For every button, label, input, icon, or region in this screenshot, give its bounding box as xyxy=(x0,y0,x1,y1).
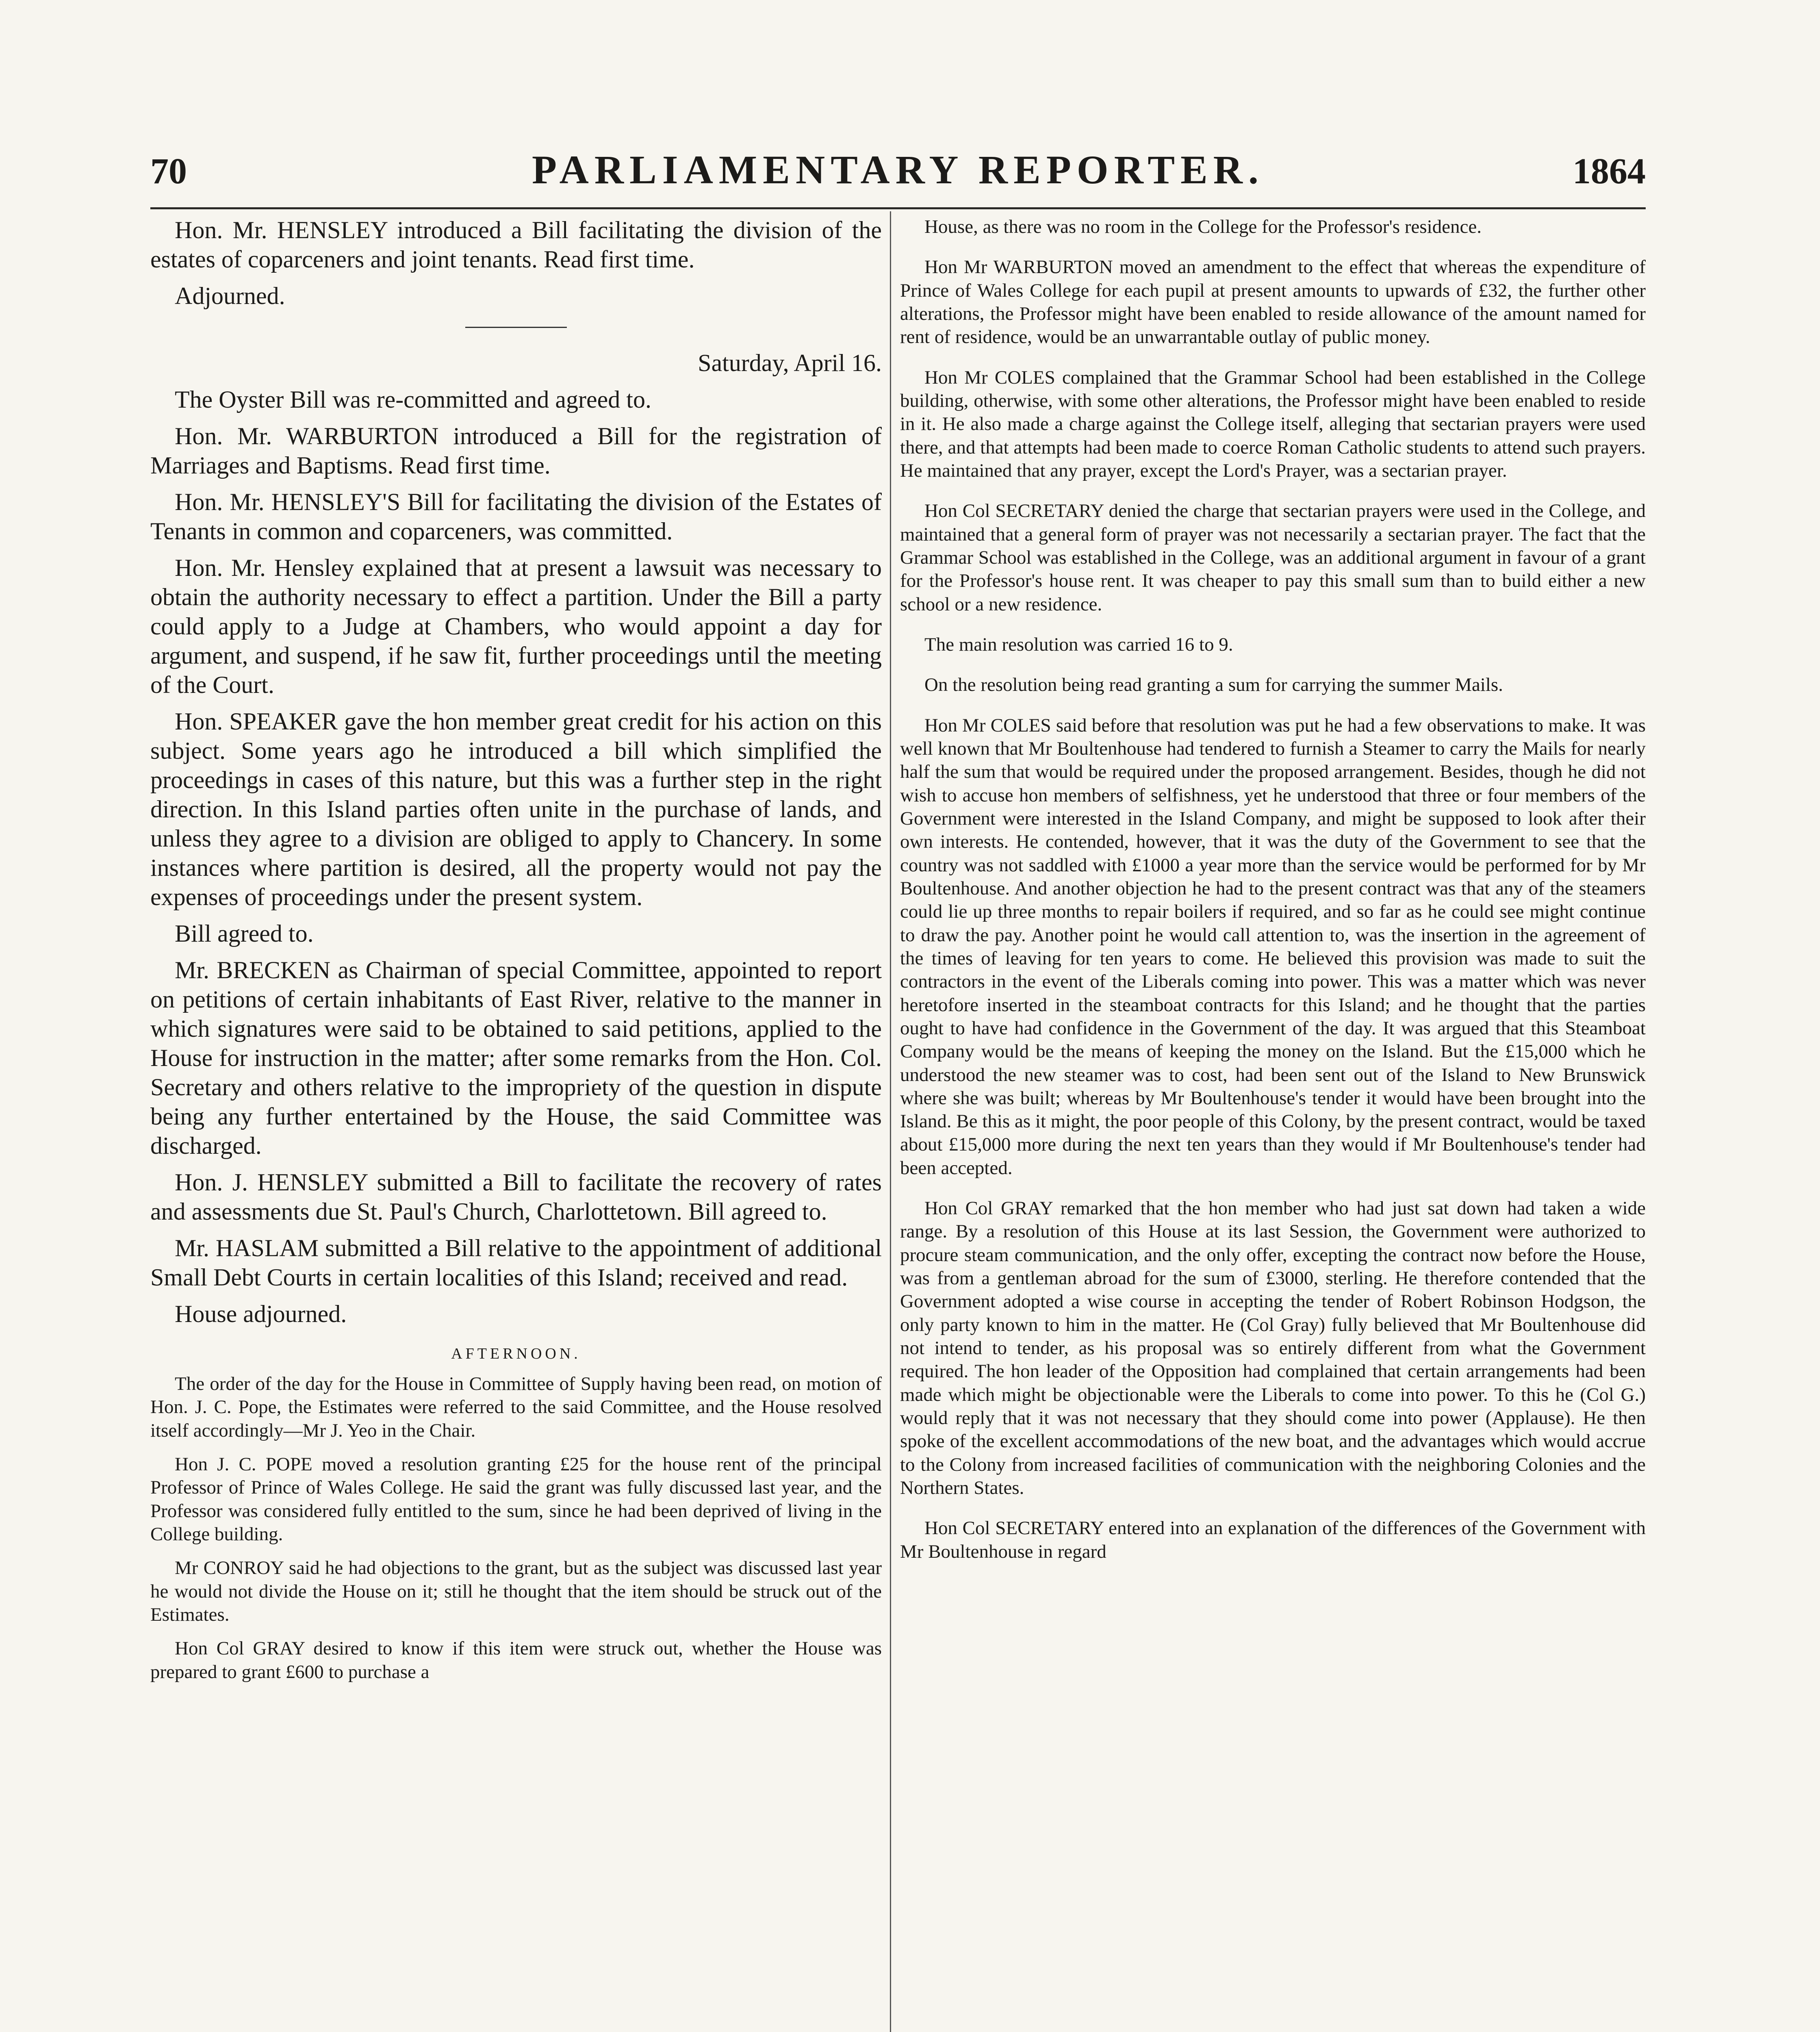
right-column xyxy=(900,215,1646,1580)
paragraph: Hon. Mr. WARBURTON introduced a Bill for the registration of Marriages and Baptisms. Read first time. xyxy=(150,423,882,479)
paragraph: Hon. Mr. HENSLEY introduced a Bill facilitating the division of the estates of coparceners and joint tenants. Read first time. xyxy=(150,217,882,273)
paragraph: The Oyster Bill was re-committed and agreed to. xyxy=(175,386,651,413)
paragraph: Hon Col SECRETARY denied the charge that sectarian prayers were used in the College, and maintained that a general form of prayer was not necessarily a sectarian prayer. The fact that the Grammar School was established in the College, was an additional argument in favour of a grant for the Professor's house rent. It was cheaper to pay this small sum than to build either a new school or a new residence. xyxy=(900,500,1646,615)
paragraph: Mr. HASLAM submitted a Bill relative to the appointment of additional Small Debt Courts in certain localities of this Island; received and read. xyxy=(150,1235,882,1291)
paragraph: Hon Mr COLES complained that the Grammar School had been established in the College building, otherwise, with some other alterations, the Professor might have been enabled to reside in it. He also made a charge against the College itself, alleging that sectarian prayers were used there, and that attempts had been made to coerce Roman Catholic students to attend such prayers. He maintained that any prayer, except the Lord's Prayer, was a sectarian prayer. xyxy=(900,367,1646,481)
header-rule xyxy=(150,207,1646,209)
paragraph: House, as there was no room in the College for the Professor's residence. xyxy=(924,216,1482,237)
paragraph: Bill agreed to. xyxy=(175,920,314,947)
paragraph: Hon. Mr. Hensley explained that at present a lawsuit was necessary to obtain the authority necessary to effect a partition. Under the Bill a party could apply to a Judge at Chambers, who would appoint a day for argument, and suspend, if he saw fit, further proceedings until the meeting of the Court. xyxy=(150,554,882,698)
paragraph: The main resolution was carried 16 to 9. xyxy=(924,634,1233,655)
column-divider xyxy=(890,211,891,2032)
paragraph: Hon Col GRAY desired to know if this item were struck out, whether the House was prepared to grant £600 to purchase a xyxy=(150,1638,882,1682)
paragraph: Mr CONROY said he had objections to the grant, but as the subject was discussed last year he would not divide the House on it; still he thought that the item should be struck out of the Estimates. xyxy=(150,1557,882,1625)
paragraph: Adjourned. xyxy=(175,282,285,309)
paragraph: Mr. BRECKEN as Chairman of special Committee, appointed to report on petitions of certain inhabitants of East River, relative to the manner in which signatures were said to be obtained to said petitions, applied to the House for instruction in the matter; after some remarks from the Hon. Col. Secretary and others relative to the impropriety of the question in dispute being any further entertained by the House, the said Committee was discharged. xyxy=(150,957,882,1159)
left-column xyxy=(150,215,882,1694)
paragraph: Hon Col SECRETARY entered into an explanation of the differences of the Government with Mr Boultenhouse in regard xyxy=(900,1517,1646,1562)
paragraph: Hon Col GRAY remarked that the hon member who had just sat down had taken a wide range. By a resolution of this House at its last Session, the Government were authorized to procure steam communication, and the only offer, excepting the contract now before the House, was from a gentleman abroad for the sum of £3000, sterling. He therefore contended that the Government adopted a wise course in accepting the tender of Robert Robinson Hodgson, the only party known to him in the matter. He (Col Gray) fully believed that Mr Boultenhouse did not intend to tender, as his proposal was so entirely different from what the Government required. The hon leader of the Opposition had complained that certain arrangements had been made which might be objectionable were the Liberals to come into power. To this he (Col G.) would reply that it was not necessary that they should come into power (Applause). He then spoke of the excellent accommodations of the new boat, and the advantages which would accrue to the Colony from increased facilities of communication with the neighboring Colonies and the Northern States. xyxy=(900,1198,1646,1499)
year: 1864 xyxy=(1573,151,1646,191)
paragraph: Hon Mr COLES said before that resolution was put he had a few observations to make. It was well known that Mr Boultenhouse had tendered to furnish a Steamer to carry the Mails for nearly half the sum that would be required under the proposed arrangement. Besides, though he did not wish to accuse hon members of selfishness, yet he understood that three or four members of the Government were interested in the Island Company, and might be supposed to look after their own interests. He contended, however, that it was the duty of the Government to see that the country was not saddled with £1000 a year more than the service would be performed for by Mr Boultenhouse. And another objection he had to the present contract was that any of the steamers could lie up three months to repair boilers if required, and so far as he could see might continue to draw the pay. Another point he would call attention to, was the insertion in the agreement of the times of leaving for ten years to come. He believed this provision was made to suit the contractors in the event of the Liberals coming into power. This was a matter which was never heretofore inserted in the steamboat contracts for this Island; and he thought that the parties ought to have had confidence in the Government of the day. It was argued that this Steamboat Company would be the means of keeping the money on the Island. But the £15,000 which he understood the new steamer was to cost, had been sent out of the Island to New Brunswick where she was built; whereas by Mr Boultenhouse's tender it would have been brought into the Island. Be this as it might, the poor people of this Colony, by the present contract, would be taxed about £15,000 more during the next ten years than they would if Mr Boultenhouse's tender had been accepted. xyxy=(900,714,1646,1179)
section-heading: AFTERNOON. xyxy=(451,1345,581,1362)
paragraph: Hon. Mr. HENSLEY'S Bill for facilitating the division of the Estates of Tenants in common and coparceners, was committed. xyxy=(150,488,882,545)
paragraph: Hon J. C. POPE moved a resolution granting £25 for the house rent of the principal Professor of Prince of Wales College. He said the grant was fully discussed last year, and the Professor was considered fully entitled to the sum, since he had been deprived of living in the College building. xyxy=(150,1453,882,1545)
journal-title: PARLIAMENTARY REPORTER. xyxy=(531,147,1265,192)
paragraph: Hon. J. HENSLEY submitted a Bill to facilitate the recovery of rates and assessments due St. Paul's Church, Charlottetown. Bill agreed to. xyxy=(150,1169,882,1225)
section-divider xyxy=(465,327,567,328)
page-number: 70 xyxy=(150,151,187,191)
dateline: Saturday, April 16. xyxy=(698,350,882,376)
paragraph: Hon. SPEAKER gave the hon member great credit for his action on this subject. Some years ago he introduced a bill which simplified the proceedings in cases of this nature, but this was a further step in the right direction. In this Island parties often unite in the purchase of lands, and unless they agree to a division are obliged to apply to Chancery. In some instances where partition is desired, all the property would not pay the expenses of proceedings under the present system. xyxy=(150,708,882,910)
masthead xyxy=(150,146,1646,207)
paragraph: The order of the day for the House in Committee of Supply having been read, on motion of Hon. J. C. Pope, the Estimates were referred to the said Committee, and the House resolved itself accordingly—Mr J. Yeo in the Chair. xyxy=(150,1373,882,1441)
paragraph: House adjourned. xyxy=(175,1300,347,1327)
paragraph: Hon Mr WARBURTON moved an amendment to the effect that whereas the expenditure of Prince of Wales College for each pupil at present amounts to upwards of £32, the further other alterations, the Professor might have been enabled to reside allowance of the amount named for rent of residence, would be an unwarrantable outlay of public money. xyxy=(900,256,1646,348)
paragraph: On the resolution being read granting a sum for carrying the summer Mails. xyxy=(924,674,1503,696)
